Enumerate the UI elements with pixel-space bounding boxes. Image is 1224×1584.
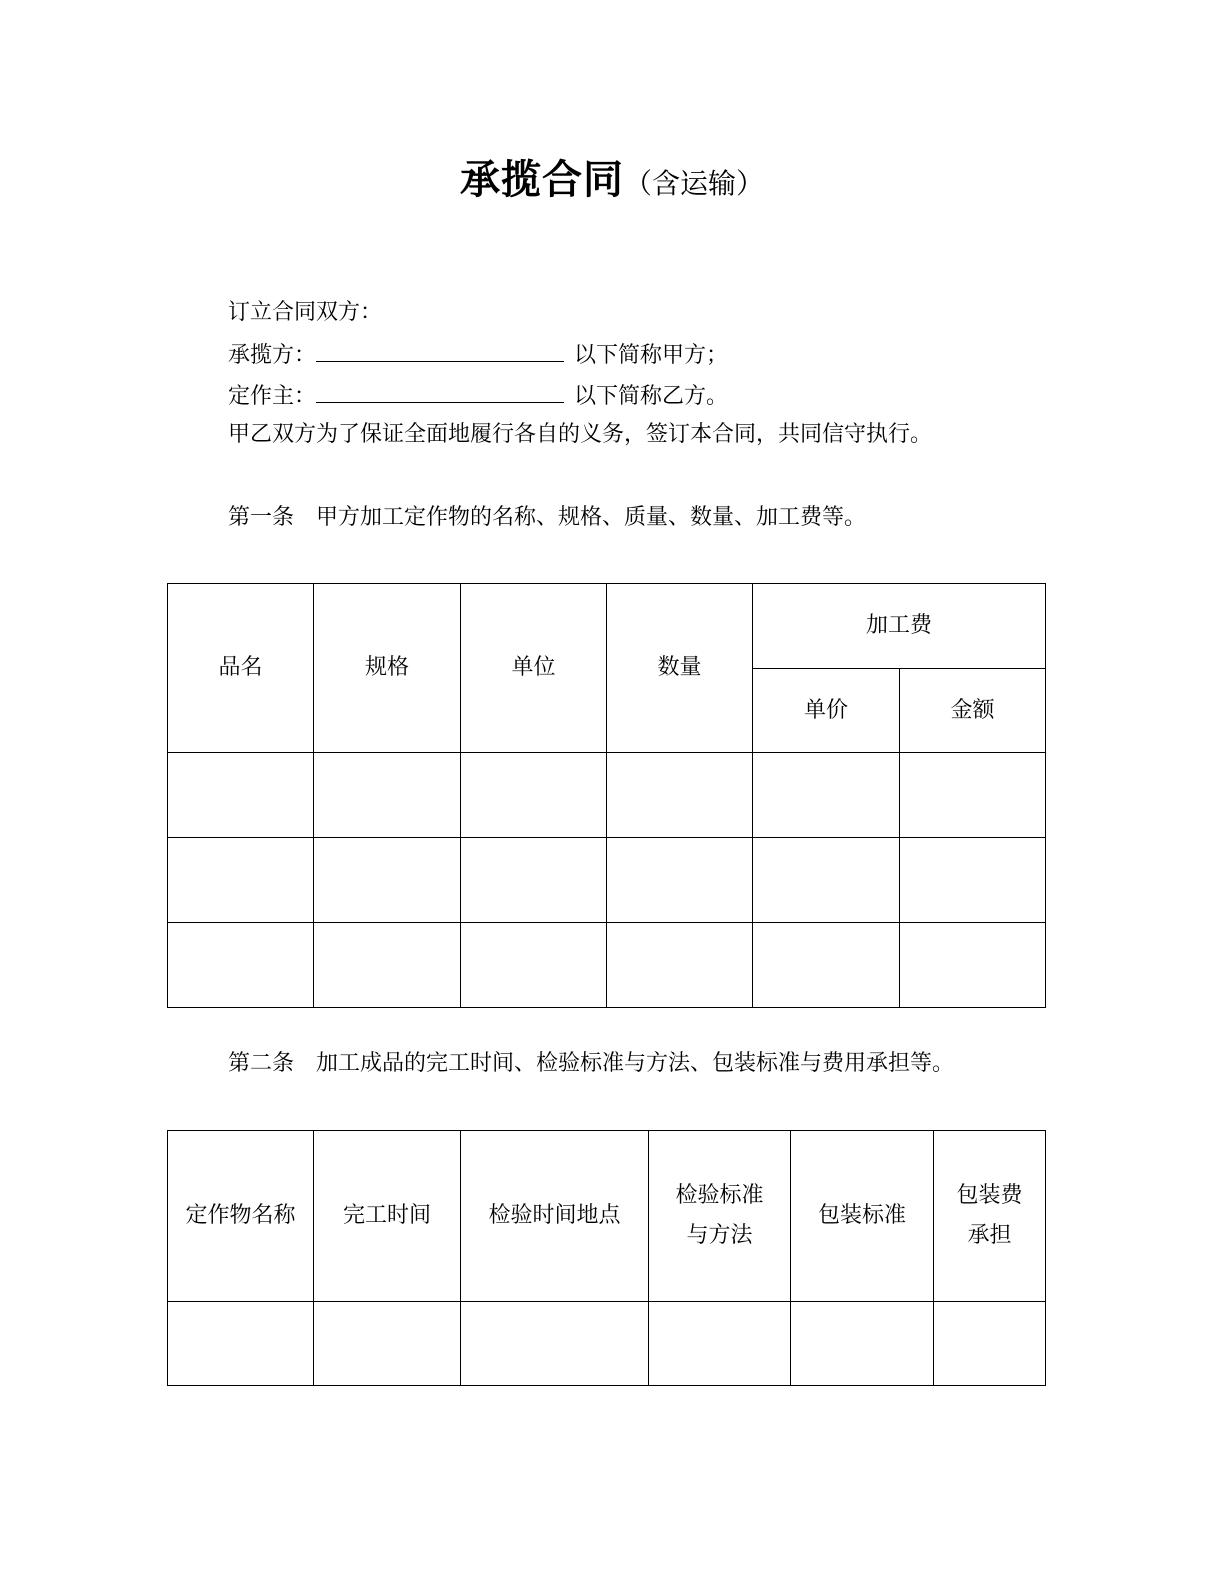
table-cell[interactable]: [168, 1302, 314, 1386]
header-item-name: 定作物名称: [168, 1131, 314, 1302]
processing-items-table: [167, 583, 1046, 1008]
table-cell[interactable]: [753, 838, 900, 923]
table-cell[interactable]: [607, 753, 753, 838]
header-completion-time: 完工时间: [314, 1131, 461, 1302]
table-cell[interactable]: [607, 923, 753, 1008]
title-sub: （含运输）: [623, 167, 764, 200]
parties-statement: 甲乙双方为了保证全面地履行各自的义务，签订本合同，共同信守执行。: [228, 422, 933, 447]
table-cell[interactable]: [753, 923, 900, 1008]
contractor-name-field[interactable]: [316, 339, 564, 362]
table-row: [168, 838, 1046, 923]
table-cell[interactable]: [791, 1302, 934, 1386]
header-inspection-standard-line1: 检验标准: [675, 1183, 764, 1208]
table-cell[interactable]: [753, 753, 900, 838]
table-cell[interactable]: [607, 838, 753, 923]
header-name: 品名: [168, 584, 314, 753]
header-packaging-fee-line2: 承担: [967, 1223, 1012, 1248]
orderer-label: 定作主：: [228, 384, 317, 409]
header-unit-price: 单价: [753, 669, 900, 753]
title-main: 承揽合同: [459, 157, 624, 203]
article1-heading: 第一条 甲方加工定作物的名称、规格、质量、数量、加工费等。: [228, 505, 867, 530]
header-inspection-standard: [649, 1131, 791, 1302]
table-cell[interactable]: [461, 753, 607, 838]
table-cell[interactable]: [934, 1302, 1046, 1386]
table-cell[interactable]: [900, 923, 1046, 1008]
header-quantity: 数量: [607, 584, 753, 753]
contractor-suffix: 以下简称甲方；: [574, 343, 729, 368]
orderer-name-field[interactable]: [316, 380, 564, 403]
table-cell[interactable]: [314, 1302, 461, 1386]
header-inspection-standard-line2: 与方法: [686, 1223, 753, 1248]
document-title: [0, 148, 1224, 205]
table-cell[interactable]: [314, 923, 461, 1008]
header-inspection-place: 检验时间地点: [461, 1131, 649, 1302]
table-cell[interactable]: [900, 838, 1046, 923]
header-spec: 规格: [314, 584, 461, 753]
table-cell[interactable]: [168, 838, 314, 923]
header-processing-fee: 加工费: [753, 584, 1046, 669]
orderer-line: [228, 380, 728, 412]
orderer-suffix: 以下简称乙方。: [574, 384, 729, 409]
header-unit: 单位: [461, 584, 607, 753]
contractor-line: [228, 339, 728, 371]
article2-heading: 第二条 加工成品的完工时间、检验标准与方法、包装标准与费用承担等。: [228, 1051, 955, 1076]
table-cell[interactable]: [649, 1302, 791, 1386]
completion-inspection-table: [167, 1130, 1046, 1386]
contractor-label: 承揽方：: [228, 343, 317, 368]
header-packaging-fee-line1: 包装费: [956, 1183, 1023, 1208]
table-row: [168, 923, 1046, 1008]
table-cell[interactable]: [314, 838, 461, 923]
header-packaging-fee: [934, 1131, 1046, 1302]
header-amount: 金额: [900, 669, 1046, 753]
header-packaging-standard: 包装标准: [791, 1131, 934, 1302]
table-row: [168, 753, 1046, 838]
table-cell[interactable]: [168, 923, 314, 1008]
table-cell[interactable]: [461, 1302, 649, 1386]
table-cell[interactable]: [900, 753, 1046, 838]
table-row: [168, 1302, 1046, 1386]
table-cell[interactable]: [168, 753, 314, 838]
table-cell[interactable]: [461, 838, 607, 923]
table-cell[interactable]: [314, 753, 461, 838]
table-cell[interactable]: [461, 923, 607, 1008]
parties-intro: 订立合同双方：: [228, 300, 383, 325]
